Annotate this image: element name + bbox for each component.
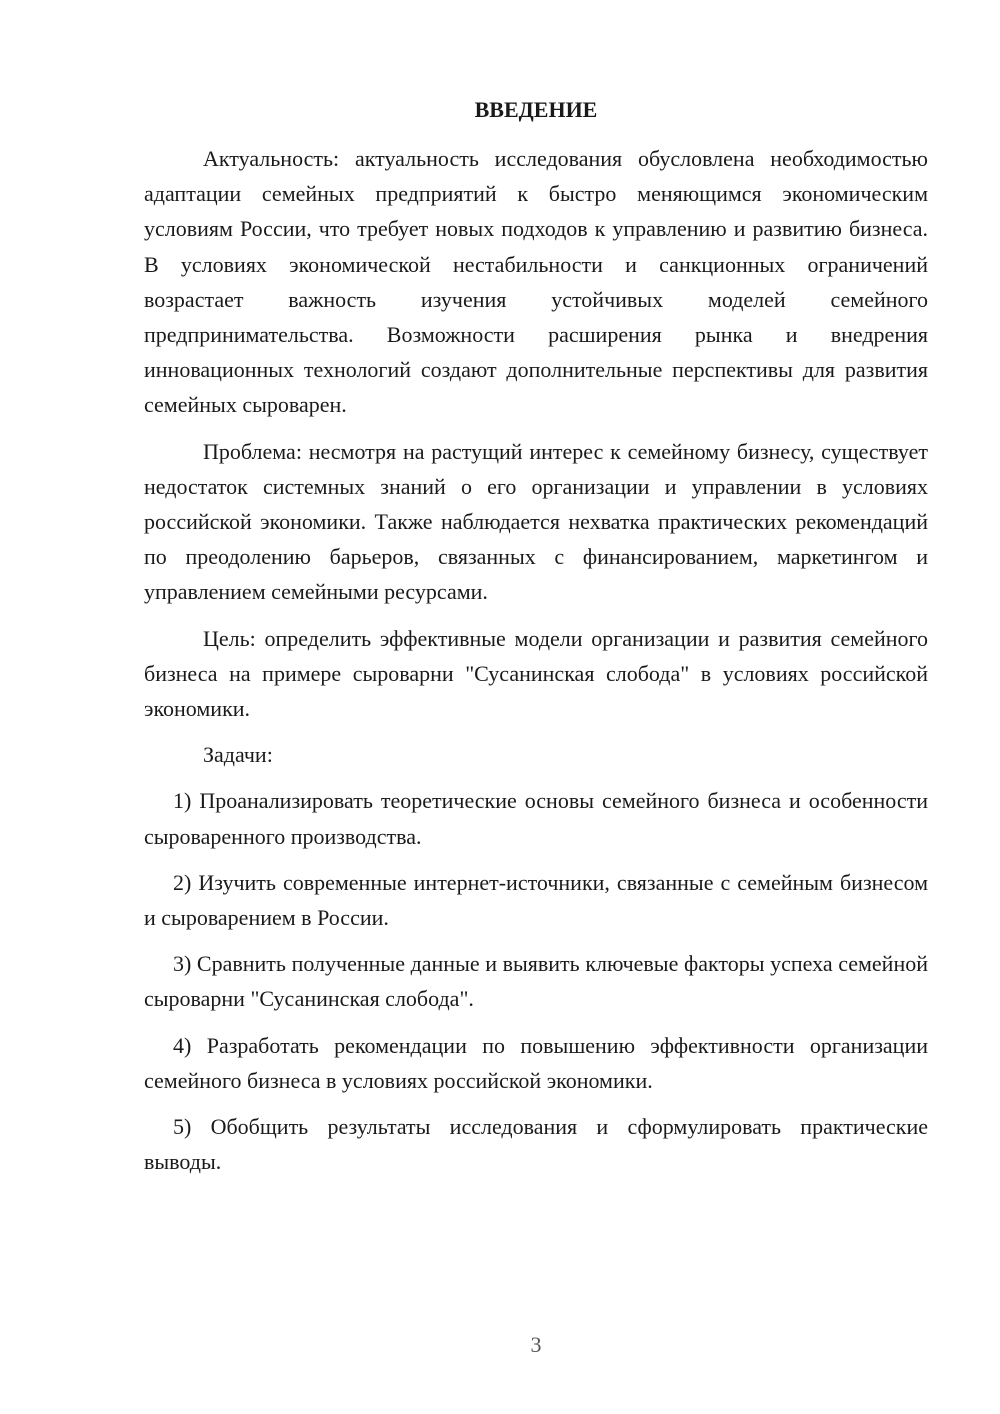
paragraph-actuality: Актуальность: актуальность исследования обусловлена необходимостью адаптации семейных предприятий к быстро меняющимся экономическим условиям России, что требует новых подходов к управлению и развитию бизнеса. В условиях экономической нестабильности и санкционных ограничений возрастает важность изучения устойчивых моделей семейного предпринимательства. Возможности расширения рынка и внедрения инновационных технологий создают дополнительные перспективы для развития семейных сыроварен. (144, 146, 928, 418)
task-item-2: 2) Изучить современные интернет-источники, связанные с семейным бизнесом и сыроварением в России. (144, 869, 928, 931)
task-list (144, 783, 928, 1179)
paragraph-problem: Проблема: несмотря на растущий интерес к семейному бизнесу, существует недостаток системных знаний о его организации и управлении в условиях российской экономики. Также наблюдается нехватка практических рекомендаций по преодолению барьеров, связанных с финансированием, маркетингом и управлением семейными ресурсами. (144, 438, 928, 605)
section-heading: ВВЕДЕНИЕ (474, 97, 598, 122)
page-number: 3 (530, 1332, 542, 1357)
tasks-label: Задачи: (203, 742, 273, 768)
document-page (144, 92, 928, 1190)
task-item-3: 3) Сравнить полученные данные и выявить ключевые факторы успеха семейной сыроварни "Сусанинская слобода". (144, 951, 928, 1012)
task-item-4: 4) Разработать рекомендации по повышению эффективности организации семейного бизнеса в условиях российской экономики. (144, 1032, 928, 1093)
task-item-1: 1) Проанализировать теоретические основы семейного бизнеса и особенности сыроваренного производства. (144, 788, 928, 849)
task-item-5: 5) Обобщить результаты исследования и сформулировать практические выводы. (144, 1114, 928, 1175)
paragraph-goal: Цель: определить эффективные модели организации и развития семейного бизнеса на примере сыроварни "Сусанинская слобода" в условиях российской экономики. (144, 625, 928, 722)
